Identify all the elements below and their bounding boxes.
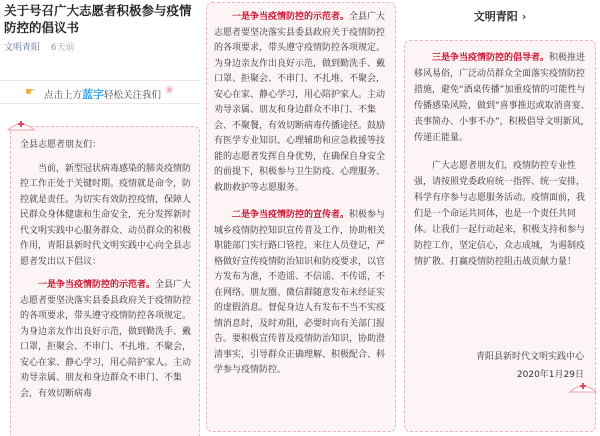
item1-paragraph [214, 10, 388, 196]
chevron-right-icon: › [521, 10, 527, 23]
signature-block [476, 348, 584, 384]
item2-heading: 二是争当疫情防控的宣传者。 [232, 210, 350, 220]
account-header-name: 文明青阳 [473, 10, 518, 23]
nurse-cap-icon [6, 118, 36, 132]
item3-text: 积极推进移风易俗，广泛动员群众全面落实疫情防控措施，避免“酒桌传播”加重疫情的可能性与传播感染风险，做到“喜事推迟或取消喜宴、丧事简办、小事不办”，积极倡导文明新风，传递正能量。 [414, 53, 590, 143]
follow-banner[interactable] [0, 80, 200, 104]
greeting: 全县志愿者朋友们： [20, 140, 102, 150]
signer: 青阳县新时代文明实践中心 [475, 352, 584, 362]
article-meta [4, 40, 75, 53]
right-screenshot-panel [400, 0, 600, 436]
article-body [214, 10, 388, 379]
item1-heading: 一是争当疫情防控的示范者。 [232, 12, 350, 22]
closing-paragraph: 广大志愿者朋友们，疫情防控专业性强，请按照党委政府统一指挥、统一安排，科学有序参与志愿服务活动。疫情面前，我们是一个命运共同体，也是一个责任共同体。让我们一起行动起来，积极支持和参与防控工作，坚定信心，众志成城，为遏制疫情扩散、打赢疫情防控阻击战贡献力量！ [414, 161, 586, 267]
publish-time: 6天前 [50, 43, 75, 53]
item1-text: 全县广大志愿者要坚决落实县委县政府关于疫情防控的各项要求，带头遵守疫情防控各项规定。为身边亲友作出良好示范，做到勤洗手、戴口罩，拒聚会、不串门、不扎堆、不聚会，安心在家、静心学习，用心陪护家人。主动劝导亲属、朋友和身边群众不串门、不集会，有效切断病毒 [20, 280, 192, 399]
sign-date: 2020年1月29日 [516, 370, 584, 380]
item2-text: 积极参与城乡疫情防控知识宣传普及工作，协助相关职能部门实行路口管控，来往人员登记，严格做好宣传疫情防治知识和防疫要求，以官方发布为准，不造谣、不信谣、不传谣，不在网络、朋友圈、微信群随意发布未经证实的虚假消息。督促身边人有发布不当不实疫情消息时，及时劝阻，必要时向有关部门报告。要积极宣传普及疫情防治知识，协助澄清事实，引导群众正确理解、积极配合、科学参与疫情防控。 [214, 210, 386, 375]
intro-paragraph: 当前，新型冠状病毒感染的肺炎疫情防控工作正处于关键时期。疫情就是命令，防控就是责任。为切实有效防控疫情，保障人民群众身体健康和生命安全，充分发挥新时代文明实践中心服务群众、动员群众的积极作用，青阳县新时代文明实践中心向全县志愿者发出以下倡议： [20, 163, 192, 267]
account-name[interactable]: 文明青阳 [4, 43, 41, 53]
follow-text: 点击上方蓝字轻松关注我们 [44, 88, 162, 101]
paw-icon: ❀ [165, 85, 174, 96]
account-header[interactable] [400, 8, 600, 24]
item1-heading: 一是争当疫情防控的示范者。 [38, 280, 156, 290]
item3-paragraph [414, 50, 590, 146]
item3-heading: 三是争当疫情防控的倡导者。 [432, 53, 550, 63]
item2-paragraph [214, 208, 388, 379]
nurse-cap-icon [568, 380, 598, 394]
middle-screenshot-panel [200, 0, 400, 436]
item1-text: 全县广大志愿者要坚决落实县委县政府关于疫情防控的各项要求，带头遵守疫情防控各项规定。为身边亲友作出良好示范，做到勤洗手、戴口罩、拒聚会、不串门、不扎堆、不聚会，安心在家、静心学习，用心陪护家人。主动劝导亲属、朋友和身边群众不串门、不集会、不聚餐，有效切断病毒传播途径。鼓励有医学专业知识、心理辅助和应急救援等技能的志愿者发挥自身优势，在确保自身安全的前提下，积极参与卫生防疫、心理服务、救助救护等志愿服务。 [214, 12, 386, 193]
item1-paragraph [20, 278, 195, 402]
article-title: 关于号召广大志愿者积极参与疫情防控的倡议书 [4, 3, 192, 35]
article-body [20, 138, 195, 402]
left-screenshot-panel [0, 0, 200, 436]
article-body [414, 50, 590, 270]
pointing-hand-icon: ☛ [25, 85, 35, 98]
